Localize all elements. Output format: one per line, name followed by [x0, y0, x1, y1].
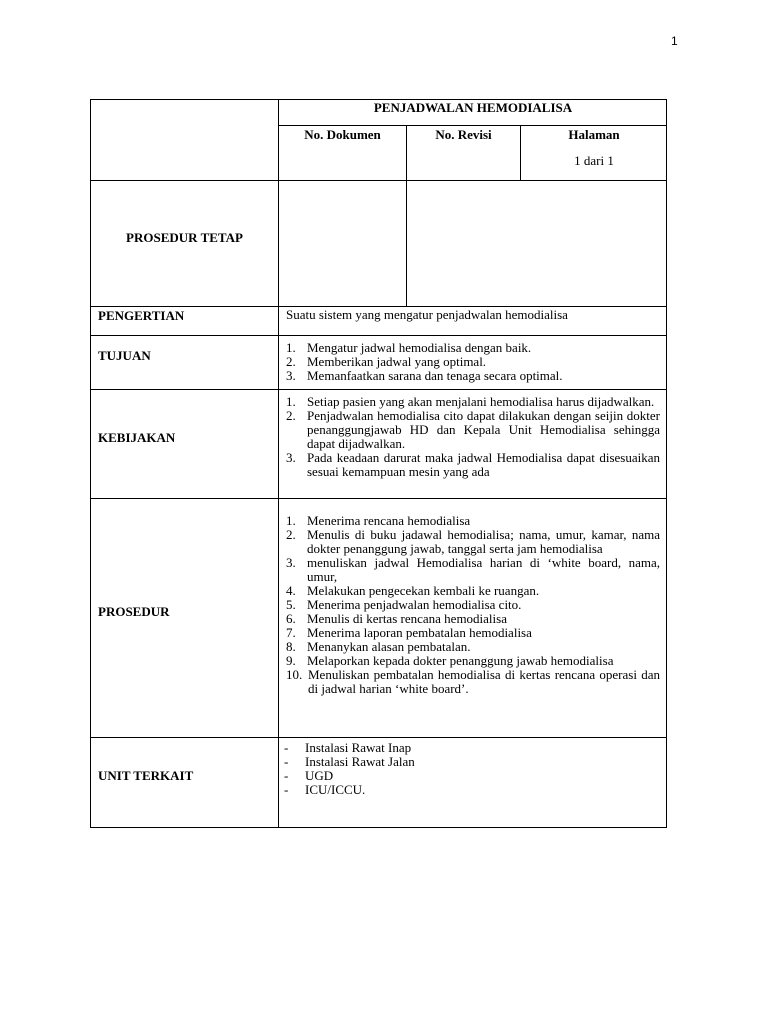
table-divider — [278, 99, 279, 828]
kebijakan-label: KEBIJAKAN — [98, 430, 176, 445]
list-item: 1. Mengatur jadwal hemodialisa dengan baik. — [286, 340, 532, 355]
list-item: - Instalasi Rawat Inap — [284, 740, 412, 755]
table-divider — [90, 737, 667, 738]
list-item: 9. Melaporkan kepada dokter penanggung jawab hemodialisa — [286, 653, 614, 668]
list-item: 2. Menulis di buku jadawal hemodialisa; nama, umur, kamar, nama dokter penanggung jawab, tanggal serta jam hemodialisa — [286, 527, 660, 556]
table-divider — [278, 125, 667, 126]
table-divider — [406, 125, 407, 306]
list-item: 2. Penjadwalan hemodialisa cito dapat dilakukan dengan seijin dokter penanggungjawab HD dan Kepala Unit Hemodialisa sehingga dapat dijadwalkan. — [286, 408, 660, 451]
table-divider — [90, 498, 667, 499]
tujuan-list — [286, 341, 660, 383]
list-item: 4. Melakukan pengecekan kembali ke ruangan. — [286, 583, 540, 598]
pengertian-text: Suatu sistem yang mengatur penjadwalan hemodialisa — [286, 307, 568, 322]
halaman-label: Halaman — [568, 127, 620, 142]
document-title: PENJADWALAN HEMODIALISA — [373, 100, 573, 115]
prosedur-tetap-label: PROSEDUR TETAP — [126, 230, 243, 245]
list-item: 10. Menuliskan pembatalan hemodialisa di kertas rencana operasi dan di jadwal harian ‘white board’. — [286, 667, 660, 696]
page-number: 1 — [671, 34, 678, 48]
unit-terkait-list — [284, 741, 660, 797]
prosedur-list — [286, 514, 660, 696]
table-divider — [90, 389, 667, 390]
list-item: 3. Pada keadaan darurat maka jadwal Hemodialisa dapat disesuaikan sesuai kemampuan mesin yang ada — [286, 450, 660, 479]
table-divider — [90, 335, 667, 336]
list-item: 6. Menulis di kertas rencana hemodialisa — [286, 611, 507, 626]
list-item: - ICU/ICCU. — [284, 782, 366, 797]
list-item: 3. Memanfaatkan sarana dan tenaga secara optimal. — [286, 368, 563, 383]
list-item: 3. menuliskan jadwal Hemodialisa harian di ‘white board, nama, umur, — [286, 555, 660, 584]
list-item: 7. Menerima laporan pembatalan hemodialisa — [286, 625, 532, 640]
list-item: 8. Menanykan alasan pembatalan. — [286, 639, 471, 654]
no-dokumen-label: No. Dokumen — [304, 127, 381, 142]
table-divider — [90, 180, 667, 181]
tujuan-label: TUJUAN — [98, 348, 151, 363]
list-item: 1. Menerima rencana hemodialisa — [286, 513, 471, 528]
kebijakan-list — [286, 395, 660, 479]
pengertian-label: PENGERTIAN — [98, 308, 185, 323]
list-item: - UGD — [284, 768, 334, 783]
no-revisi-label: No. Revisi — [435, 127, 492, 142]
unit-terkait-label: UNIT TERKAIT — [98, 768, 194, 783]
list-item: - Instalasi Rawat Jalan — [284, 754, 415, 769]
prosedur-label: PROSEDUR — [98, 604, 170, 619]
list-item: 1. Setiap pasien yang akan menjalani hemodialisa harus dijadwalkan. — [286, 394, 655, 409]
list-item: 5. Menerima penjadwalan hemodialisa cito. — [286, 597, 522, 612]
list-item: 2. Memberikan jadwal yang optimal. — [286, 354, 487, 369]
halaman-value: 1 dari 1 — [574, 153, 614, 168]
